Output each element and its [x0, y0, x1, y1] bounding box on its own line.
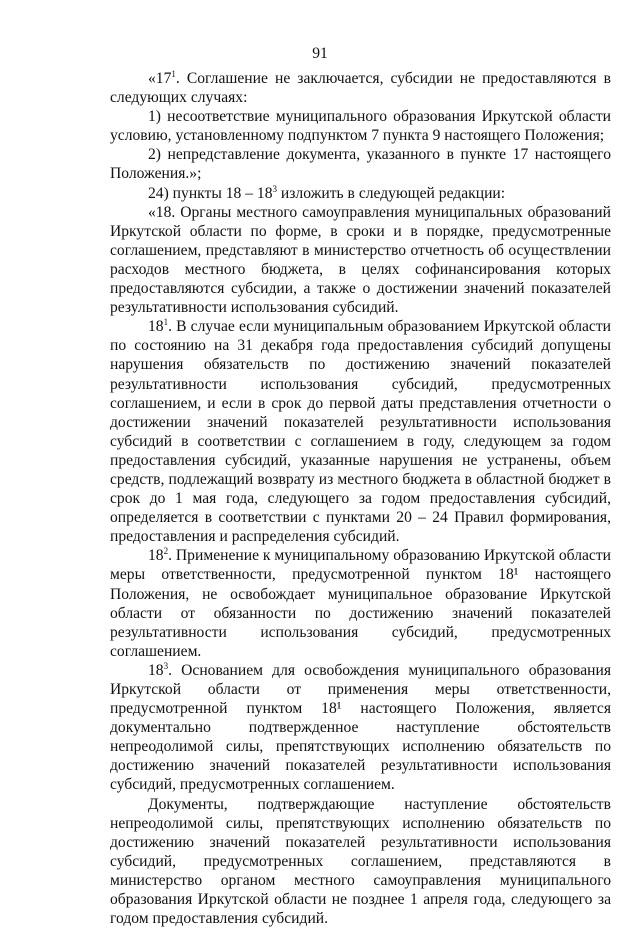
paragraph: 24) пункты $18 - 18^3$ изложить в следующей редакции:	[148, 183, 506, 202]
paragraph: «18. Органы местного самоуправления муниципальных образований Иркутской области по форме, в сроки и в порядке, предусмотренные соглашением, представляют в министерство отчетность об осуществлении расходов местного бюджета, в целях софинансирования которых предоставляются субсидии, а также о достижении значений показателей результативности использования субсидий.	[110, 203, 611, 317]
paragraph: $18^2$. Применение к муниципальному образованию Иркутской области меры ответственности, предусмотренной пунктом 18¹ настоящего Положения, не освобождает муниципальное образование Иркутской области от обязанности по достижению значений показателей результативности использования субсидий, предусмотренных соглашением.	[110, 546, 611, 660]
page-number: 91	[312, 45, 328, 62]
paragraph: $18^3$. Основанием для освобождения муниципального образования Иркутской области от применения меры ответственности, предусмотренной пунктом 18¹ настоящего Положения, является документально подтвержденное наступление обстоятельств непреодолимой силы, препятствующих исполнению обязательств по достижению значений показателей результативности использования субсидий, предусмотренных соглашением.	[110, 660, 611, 794]
paragraph: $18^1$. В случае если муниципальным образованием Иркутской области по состоянию на 31 декабря года предоставления субсидий допущены нарушения обязательств по достижению значений показателей результативности использования субсидий, предусмотренных соглашением, и если в срок до первой даты представления отчетности о достижении значений показателей результативности использования субсидий в соответствии с соглашением в году, следующем за годом предоставления субсидий, указанные нарушения не устранены, объем средств, подлежащий возврату из местного бюджета в областной бюджет в срок до 1 мая года, следующего за годом предоставления субсидий, определяется в соответствии с пунктами 20 – 24 Правил формирования, предоставления и распределения субсидий.	[110, 317, 611, 546]
paragraph: «$17^1$. Соглашение не заключается, субсидии не предоставляются в следующих случаях:	[110, 69, 611, 107]
paragraph: 2) непредставление документа, указанного в пункте 17 настоящего Положения.»;	[110, 146, 611, 183]
paragraph: Документы, подтверждающие наступление обстоятельств непреодолимой силы, препятствующих исполнению обязательств по достижению значений показателей результативности использования субсидий, предусмотренных соглашением, представляются в министерство органом местного самоуправления муниципального образования Иркутской области не позднее 1 апреля года, следующего за годом предоставления субсидий.	[110, 795, 611, 928]
document-body	[110, 69, 611, 928]
paragraph: 1) несоответствие муниципального образования Иркутской области условию, установленному подпунктом 7 пункта 9 настоящего Положения;	[110, 108, 611, 145]
